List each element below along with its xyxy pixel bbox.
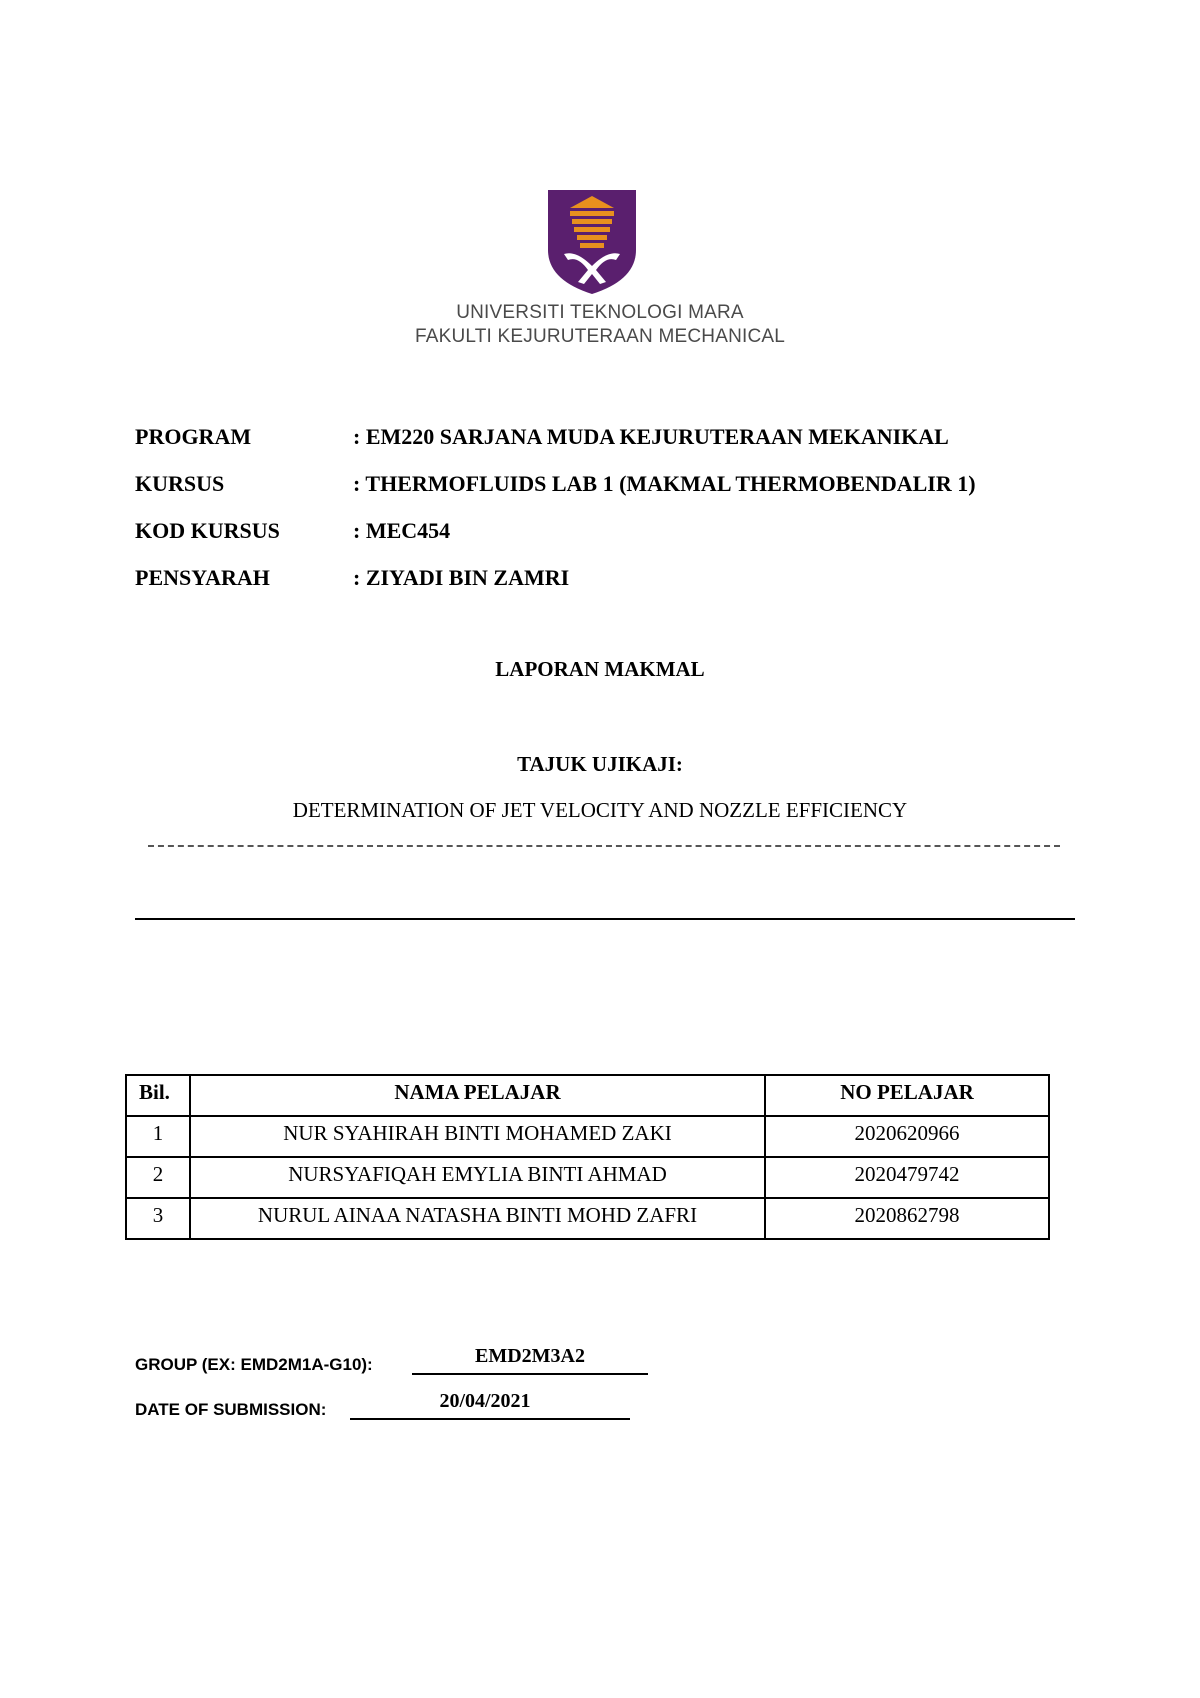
info-row-kursus bbox=[135, 471, 976, 497]
cell-nama: NURUL AINAA NATASHA BINTI MOHD ZAFRI bbox=[190, 1198, 765, 1239]
cell-bil: 1 bbox=[126, 1116, 190, 1157]
group-label: GROUP (EX: EMD2M1A-G10): bbox=[135, 1355, 373, 1374]
table-row bbox=[126, 1116, 1049, 1157]
kod-kursus-label: KOD KURSUS bbox=[135, 518, 280, 543]
table-header-row bbox=[126, 1075, 1049, 1116]
table-row bbox=[126, 1198, 1049, 1239]
header-no-pelajar: NO PELAJAR bbox=[765, 1075, 1049, 1116]
students-table bbox=[125, 1074, 1050, 1240]
solid-divider bbox=[135, 918, 1075, 920]
uitm-logo bbox=[546, 188, 638, 296]
program-value: : EM220 SARJANA MUDA KEJURUTERAAN MEKANIKAL bbox=[353, 424, 949, 449]
table-row bbox=[126, 1157, 1049, 1198]
info-row-kod-kursus bbox=[135, 518, 450, 544]
tajuk-label: TAJUK UJIKAJI: bbox=[517, 752, 683, 776]
group-fill-line bbox=[412, 1373, 648, 1375]
faculty-name: FAKULTI KEJURUTERAAN MECHANICAL bbox=[414, 326, 786, 347]
program-label: PROGRAM bbox=[135, 424, 252, 449]
university-name: UNIVERSITI TEKNOLOGI MARA bbox=[456, 302, 744, 323]
kursus-value: : THERMOFLUIDS LAB 1 (MAKMAL THERMOBENDALIR 1) bbox=[353, 471, 976, 496]
cell-bil: 2 bbox=[126, 1157, 190, 1198]
date-value: 20/04/2021 bbox=[439, 1390, 531, 1412]
report-title: LAPORAN MAKMAL bbox=[495, 657, 705, 681]
uitm-crest-icon bbox=[546, 188, 638, 296]
date-fill-line bbox=[350, 1418, 630, 1420]
pensyarah-label: PENSYARAH bbox=[135, 565, 270, 590]
cell-no: 2020620966 bbox=[765, 1116, 1049, 1157]
kod-kursus-value: : MEC454 bbox=[353, 518, 451, 543]
info-row-program bbox=[135, 424, 949, 450]
date-label: DATE OF SUBMISSION: bbox=[135, 1400, 327, 1419]
tajuk-value: DETERMINATION OF JET VELOCITY AND NOZZLE EFFICIENCY bbox=[292, 798, 908, 822]
cell-no: 2020479742 bbox=[765, 1157, 1049, 1198]
kursus-label: KURSUS bbox=[135, 471, 225, 496]
header-bil: Bil. bbox=[126, 1075, 190, 1116]
group-value: EMD2M3A2 bbox=[475, 1345, 585, 1367]
cell-no: 2020862798 bbox=[765, 1198, 1049, 1239]
pensyarah-value: : ZIYADI BIN ZAMRI bbox=[353, 565, 570, 590]
header-nama-pelajar: NAMA PELAJAR bbox=[190, 1075, 765, 1116]
dashed-divider bbox=[148, 845, 1060, 847]
cell-nama: NUR SYAHIRAH BINTI MOHAMED ZAKI bbox=[190, 1116, 765, 1157]
cell-bil: 3 bbox=[126, 1198, 190, 1239]
info-row-pensyarah bbox=[135, 565, 569, 591]
cell-nama: NURSYAFIQAH EMYLIA BINTI AHMAD bbox=[190, 1157, 765, 1198]
